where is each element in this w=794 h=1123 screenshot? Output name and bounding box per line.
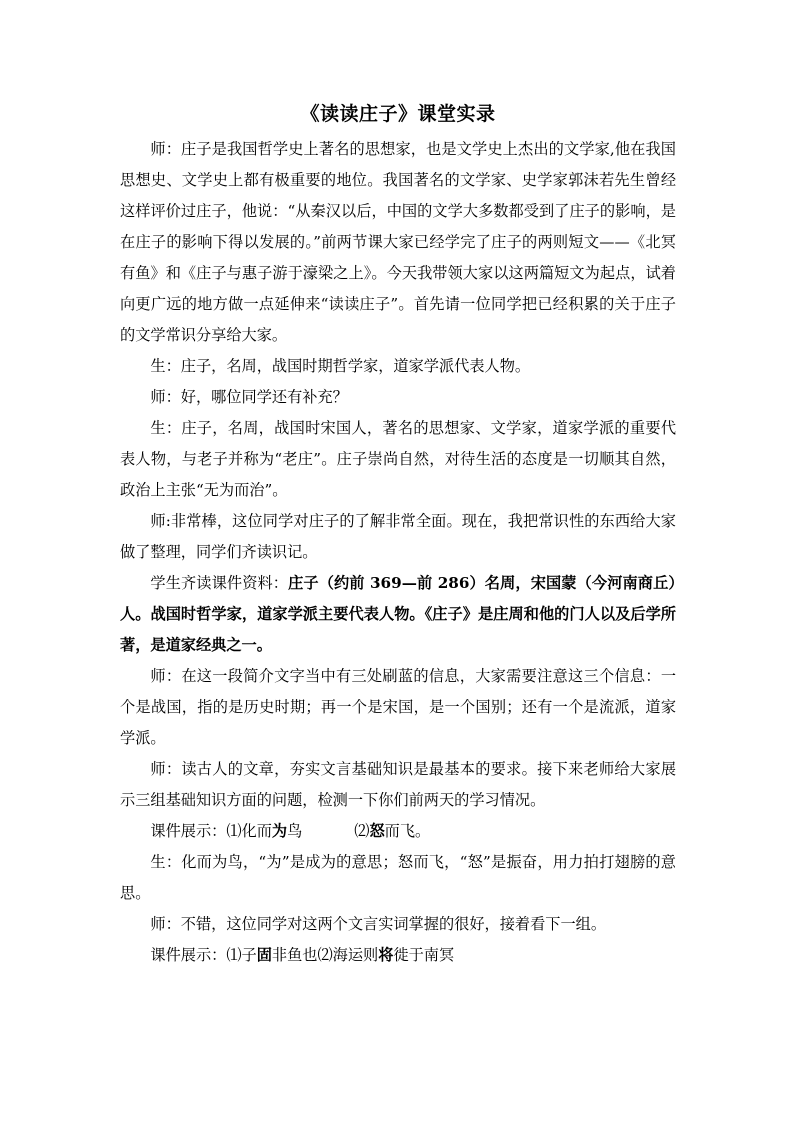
display-1-mid: 鸟: [287, 822, 303, 840]
paragraph-courseware-display-1: [120, 816, 676, 847]
display-1-bold-1: 为: [271, 822, 288, 840]
paragraph-teacher-praise: 师:非常棒，这位同学对庄子的了解非常全面。现在，我把常识性的东西给大家做了整理，同学们齐读识记。: [120, 512, 676, 561]
reading-bold-text: 庄子（约前 369—前 286）名周，宋国蒙（今河南商丘）人。战国时哲学家，道家学派主要代表人物。《庄子》是庄周和他的门人以及后学所著，是道家经典之一。: [120, 574, 676, 654]
paragraph-student-answer-3: 生：化而为鸟，“为”是成为的意思；怒而飞，“怒”是振奋，用力拍打翅膀的意思。: [120, 853, 676, 902]
display-1-tail: 而飞。: [384, 822, 431, 840]
paragraph-student-answer-2: 生：庄子，名周，战国时宋国人，著名的思想家、文学家，道家学派的重要代表人物，与老子并称为“老庄”。庄子崇尚自然，对待生活的态度是一切顺其自然，政治上主张“无为而治”。: [120, 419, 676, 499]
reading-lead: 学生齐读课件资料：: [150, 574, 289, 592]
document-page: [120, 96, 676, 971]
paragraph-teacher-intro: 师：庄子是我国哲学史上著名的思想家，也是文学史上杰出的文学家,他在我国思想史、文学史上都有极重要的地位。我国著名的文学家、史学家郭沫若先生曾经这样评价过庄子，他说：“从秦汉以后，中国的文学大多数都受到了庄子的影响，是在庄子的影响下得以发展的。”前两节课大家已经学完了庄子的两则短文——《北冥有鱼》和《庄子与惠子游于濠梁之上》。今天我带领大家以这两篇短文为起点，试着向更广远的地方做一点延伸来“读读庄子”。首先请一位同学把已经积累的关于庄子的文学常识分享给大家。: [120, 140, 676, 344]
display-2-bold-1: 固: [256, 946, 272, 964]
display-1-lead: 课件展示：⑴化而: [150, 822, 272, 840]
paragraph-teacher-next: 师：不错，这位同学对这两个文言实词掌握的很好，接着看下一组。: [150, 915, 607, 933]
paragraph-student-answer-1: 生：庄子，名周，战国时期哲学家，道家学派代表人物。: [150, 357, 531, 375]
paragraph-courseware-reading: [120, 568, 676, 661]
paragraph-teacher-transition: 师：读古人的文章，夯实文言基础知识是最基本的要求。接下来老师给大家展示三组基础知识方面的问题，检测一下你们前两天的学习情况。: [120, 760, 676, 809]
display-1-bold-2: 怒: [369, 822, 385, 840]
paragraph-teacher-question: 师：好，哪位同学还有补充？: [150, 388, 348, 406]
display-2-mid: 非鱼也⑵海运则: [271, 946, 379, 964]
document-title: 《读读庄子》课堂实录: [300, 103, 496, 125]
paragraph-teacher-explanation: 师：在这一段简介文字当中有三处刷蓝的信息，大家需要注意这三个信息：一个是战国，指的是历史时期；再一个是宋国，是一个国别；还有一个是流派，道家学派。: [120, 667, 676, 747]
paragraph-courseware-display-2: [120, 940, 676, 971]
display-2-bold-2: 将: [378, 946, 394, 964]
display-2-lead: 课件展示：⑴子: [150, 946, 257, 964]
display-2-tail: 徙于南冥: [393, 946, 455, 964]
display-1-item2: ⑵: [354, 822, 370, 840]
